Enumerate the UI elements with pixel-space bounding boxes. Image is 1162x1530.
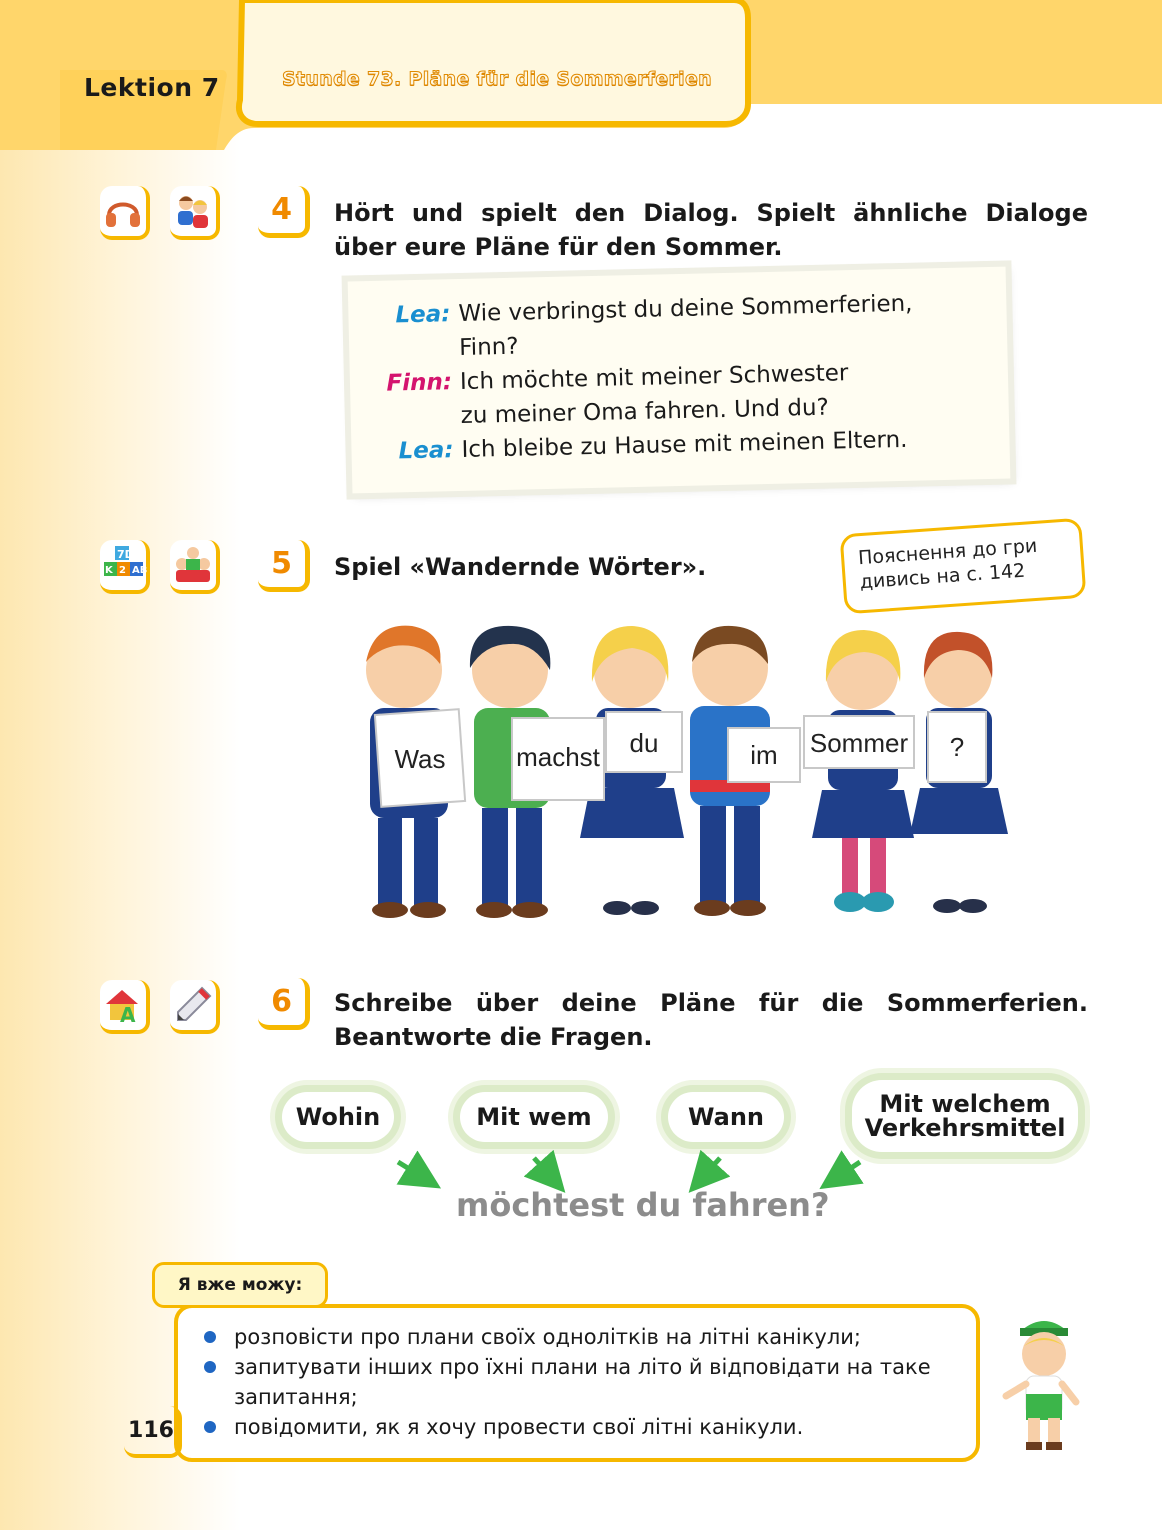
word-sign bbox=[512, 718, 604, 800]
svg-text:AB: AB bbox=[132, 565, 148, 576]
summary-box bbox=[174, 1304, 980, 1462]
arrow-down-right-icon bbox=[534, 1158, 552, 1178]
word-sign bbox=[928, 712, 986, 782]
exercise-number-4: 4 bbox=[258, 186, 310, 238]
exercise-4-instruction: Hört und spielt den Dialog. Spielt ähnliche Dialoge über eure Pläne für den Sommer. bbox=[334, 199, 1088, 261]
sign-word-question-mark: ? bbox=[949, 732, 965, 762]
speaker-lea: Lea: bbox=[395, 301, 451, 329]
group-work-icon bbox=[170, 540, 220, 594]
page-number: 116 bbox=[124, 1406, 182, 1458]
word-sign bbox=[606, 712, 682, 772]
bullet-icon bbox=[204, 1421, 216, 1433]
sign-word-sommer: Sommer bbox=[809, 728, 909, 758]
game-note: Пояснення до гри дивись на с. 142 bbox=[840, 518, 1087, 615]
lektion-badge: Lektion 7 bbox=[84, 72, 220, 102]
sign-word-was: Was bbox=[394, 744, 446, 774]
pencil-icon bbox=[170, 980, 220, 1034]
exercise-5-instruction: Spiel «Wandernde Wörter». bbox=[334, 553, 707, 581]
sign-word-du: du bbox=[629, 728, 659, 758]
summary-item-text: розповісти про плани своїх однолітків на літні канікули; bbox=[234, 1325, 861, 1349]
arrow-down-left-icon bbox=[702, 1158, 720, 1178]
word-sign bbox=[728, 728, 800, 782]
sign-word-machst: machst bbox=[516, 742, 600, 772]
svg-text:2: 2 bbox=[119, 565, 126, 576]
pair-work-icon bbox=[170, 186, 220, 240]
svg-text:K: K bbox=[105, 565, 113, 576]
exercise-6-instruction: Schreibe über deine Pläne für die Sommerferien. Beantworte die Fragen. bbox=[334, 989, 1088, 1051]
dialogue-card bbox=[348, 267, 1011, 494]
arrow-down-right-icon bbox=[398, 1162, 424, 1178]
dialogue-text: Ich möchte mit meiner Schwester zu meiner Oma fahren. Und du? bbox=[459, 360, 849, 429]
word-sign bbox=[804, 716, 914, 768]
list-item bbox=[204, 1322, 958, 1352]
exercise-number-6: 6 bbox=[258, 978, 310, 1030]
headphones-icon bbox=[100, 186, 150, 240]
child-figure bbox=[809, 630, 914, 912]
exercise-number-5: 5 bbox=[258, 540, 310, 592]
arrow-down-left-icon bbox=[836, 1162, 860, 1178]
sign-word-im: im bbox=[750, 740, 778, 770]
abc-house-icon bbox=[100, 980, 150, 1034]
svg-text:A: A bbox=[120, 1003, 136, 1027]
target-phrase: möchtest du fahren? bbox=[456, 1186, 830, 1224]
list-item bbox=[204, 1352, 958, 1412]
lesson-title: Stunde 73. Pläne für die Sommerferien bbox=[282, 68, 713, 90]
question-word-mit-wem: Mit wem bbox=[460, 1092, 608, 1142]
question-word-wohin: Wohin bbox=[282, 1092, 394, 1142]
list-item bbox=[204, 1412, 958, 1442]
summary-item-text: запитувати інших про їхні плани на літо й відповідати на таке запитання; bbox=[234, 1355, 931, 1409]
letter-blocks-icon bbox=[100, 540, 150, 594]
summary-title: Я вже можу: bbox=[152, 1262, 328, 1308]
dialogue-text: Ich bleibe zu Hause mit meinen Eltern. bbox=[461, 426, 908, 463]
mascot-boy-illustration bbox=[996, 1310, 1092, 1460]
word-sign bbox=[375, 709, 465, 807]
dialogue-line bbox=[378, 285, 977, 367]
bullet-icon bbox=[204, 1361, 216, 1373]
bullet-icon bbox=[204, 1331, 216, 1343]
question-word-mit-welchem-verkehrsmittel: Mit welchem Verkehrsmittel bbox=[852, 1080, 1078, 1152]
svg-text:7D: 7D bbox=[117, 548, 134, 561]
speaker-lea: Lea: bbox=[398, 437, 454, 465]
speaker-finn: Finn: bbox=[386, 369, 453, 397]
dialogue-text: Wie verbringst du deine Sommerferien, Finn? bbox=[458, 290, 913, 361]
question-word-wann: Wann bbox=[668, 1092, 784, 1142]
children-with-word-signs-illustration bbox=[334, 612, 1030, 928]
summary-item-text: повідомити, як я хочу провести свої літні канікули. bbox=[234, 1415, 804, 1439]
